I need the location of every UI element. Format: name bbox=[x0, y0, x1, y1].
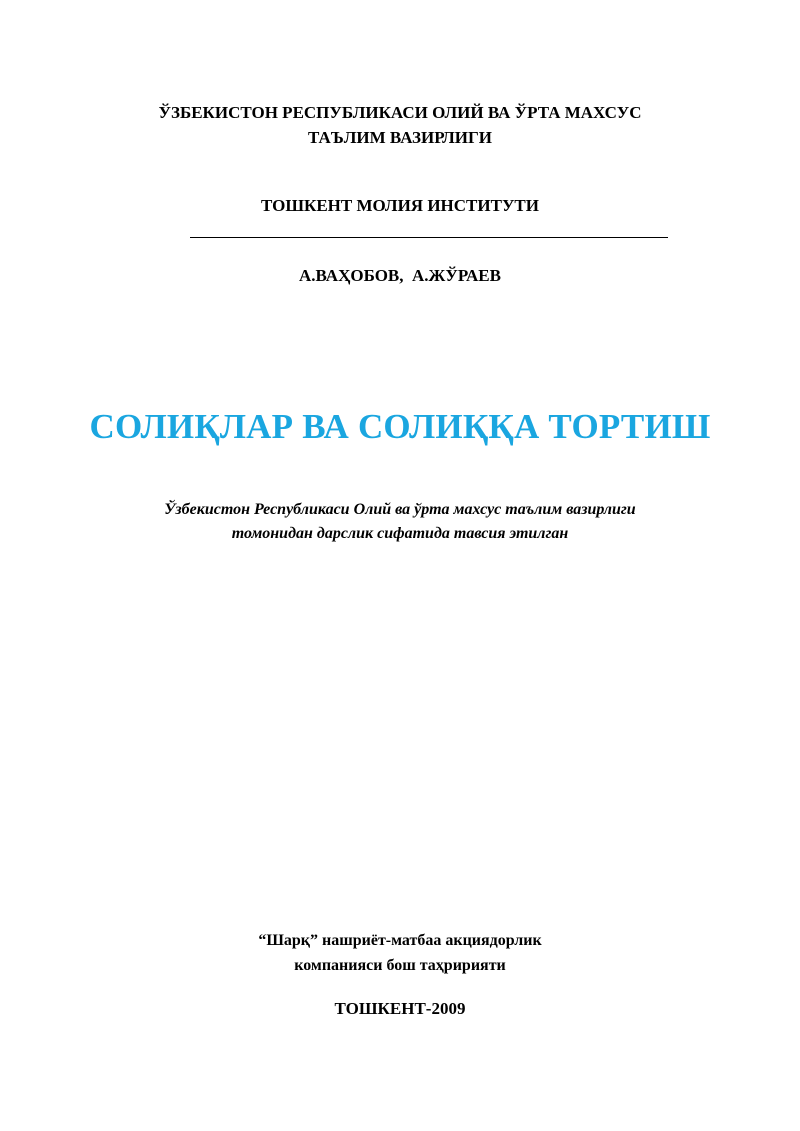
ministry-line-2: ТАЪЛИМ ВАЗИРЛИГИ bbox=[307, 128, 493, 147]
ministry-heading bbox=[0, 100, 800, 150]
ministry-line-1: ЎЗБЕКИСТОН РЕСПУБЛИКАСИ ОЛИЙ ВА ЎРТА МАХСУС bbox=[158, 103, 642, 122]
institute-name: ТОШКЕНТ МОЛИЯ ИНСТИТУТИ bbox=[261, 196, 539, 215]
authors: А.ВАҲОБОВ, А.ЖЎРАЕВ bbox=[299, 266, 501, 285]
city-year: ТОШКЕНТ-2009 bbox=[334, 999, 466, 1018]
header-divider bbox=[190, 237, 668, 238]
publisher-line-2: компанияси бош таҳририяти bbox=[294, 957, 506, 974]
book-title: СОЛИҚЛАР ВА СОЛИҚҚА ТОРТИШ bbox=[89, 407, 711, 446]
approval-note bbox=[0, 498, 800, 546]
publisher-line-1: “Шарқ” нашриёт-матбаа акциядорлик bbox=[258, 932, 542, 949]
approval-note-line-2: томонидан дарслик сифатида тавсия этилган bbox=[231, 525, 569, 542]
approval-note-line-1: Ўзбекистон Республикаси Олий ва ўрта махсус таълим вазирлиги bbox=[164, 501, 636, 518]
publisher bbox=[0, 928, 800, 978]
